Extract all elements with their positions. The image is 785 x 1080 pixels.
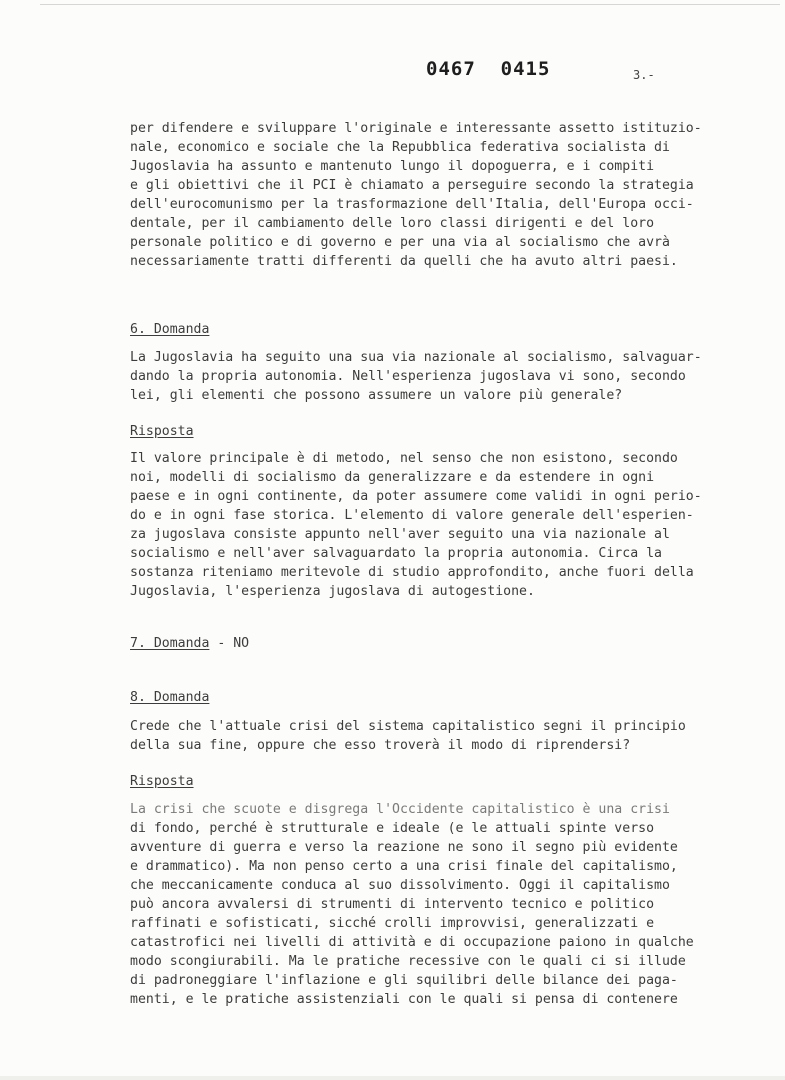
answer-8-line: avventure di guerra e verso la reazione ne sono il segno più evidente [130, 840, 678, 855]
question-8-line: della sua fine, oppure che esso troverà il modo di riprendersi? [130, 738, 631, 753]
answer-8-line: può ancora avvalersi di strumenti di intervento tecnico e politico [130, 897, 655, 912]
answer-8-line: La crisi che scuote e disgrega l'Occidente capitalistico è una crisi [130, 802, 670, 817]
answer-8-line: raffinati e sofisticati, sicché crolli improvvisi, generalizzati e [130, 916, 655, 931]
answer-8-line: di fondo, perché è strutturale e ideale (e le attuali spinte verso [130, 821, 655, 836]
answer-6-line: do e in ogni fase storica. L'elemento di valore generale dell'esperien- [130, 508, 694, 523]
question-7-heading: 7. Domanda [130, 636, 210, 651]
text-line: e gli obiettivi che il PCI è chiamato a perseguire secondo la strategia [130, 178, 694, 193]
answer-6-line: Jugoslavia, l'esperienza jugoslava di autogestione. [130, 584, 535, 599]
answer-8-line: e drammatico). Ma non penso certo a una crisi finale del capitalismo, [130, 859, 678, 874]
question-8-heading: 8. Domanda [130, 690, 210, 705]
answer-6-line: noi, modelli di socialismo da generalizzare e da estendere in ogni [130, 470, 655, 485]
answer-6-line: socialismo e nell'aver salvaguardato la propria autonomia. Circa la [130, 546, 662, 561]
question-6-heading: 6. Domanda [130, 322, 210, 337]
answer-6-line: Il valore principale è di metodo, nel senso che non esistono, secondo [130, 451, 678, 466]
answer-6-line: sostanza riteniamo meritevole di studio approfondito, anche fuori della [130, 565, 694, 580]
text-line: nale, economico e sociale che la Repubblica federativa socialista di [130, 140, 670, 155]
question-7-note: - NO [209, 636, 250, 651]
answer-8-line: menti, e le pratiche assistenziali con le quali si pensa di contenere [130, 992, 678, 1007]
answer-8-line: modo scongiurabili. Ma le pratiche recessive con le quali ci si illude [130, 954, 686, 969]
answer-6-heading: Risposta [130, 424, 194, 439]
answer-6-line: paese e in ogni continente, da poter assumere come validi in ogni perio- [130, 489, 702, 504]
page-top-edge [40, 0, 780, 5]
answer-8-line: catastrofici nei livelli di attività e di occupazione paiono in qualche [130, 935, 694, 950]
answer-8-line: che meccanicamente conduca al suo dissolvimento. Oggi il capitalismo [130, 878, 670, 893]
answer-6-line: za jugoslava consiste appunto nell'aver seguito una via nazionale al [130, 527, 670, 542]
text-line: per difendere e sviluppare l'originale e interessante assetto istituzio- [130, 121, 702, 136]
answer-8-line: di padroneggiare l'inflazione e gli squilibri delle bilance dei paga- [130, 973, 678, 988]
text-line: dentale, per il cambiamento delle loro classi dirigenti e del loro [130, 216, 655, 231]
page-bottom-edge [0, 1076, 785, 1080]
question-8-line: Crede che l'attuale crisi del sistema capitalistico segni il principio [130, 719, 686, 734]
page-number: 3.- [633, 68, 655, 82]
question-6-line: lei, gli elementi che possono assumere un valore più generale? [130, 388, 623, 403]
question-6-line: La Jugoslavia ha seguito una sua via nazionale al socialismo, salvaguar- [130, 350, 702, 365]
text-line: personale politico e di governo e per una via al socialismo che avrà [130, 235, 670, 250]
text-line: necessariamente tratti differenti da quelli che ha avuto altri paesi. [130, 254, 678, 269]
question-6-line: dando la propria autonomia. Nell'esperienza jugoslava vi sono, secondo [130, 369, 686, 384]
document-number: 0467 0415 [426, 58, 551, 80]
text-line: dell'eurocomunismo per la trasformazione dell'Italia, dell'Europa occi- [130, 197, 694, 212]
answer-8-heading: Risposta [130, 774, 194, 789]
text-line: Jugoslavia ha assunto e mantenuto lungo il dopoguerra, e i compiti [130, 159, 655, 174]
question-7-section [130, 635, 249, 653]
